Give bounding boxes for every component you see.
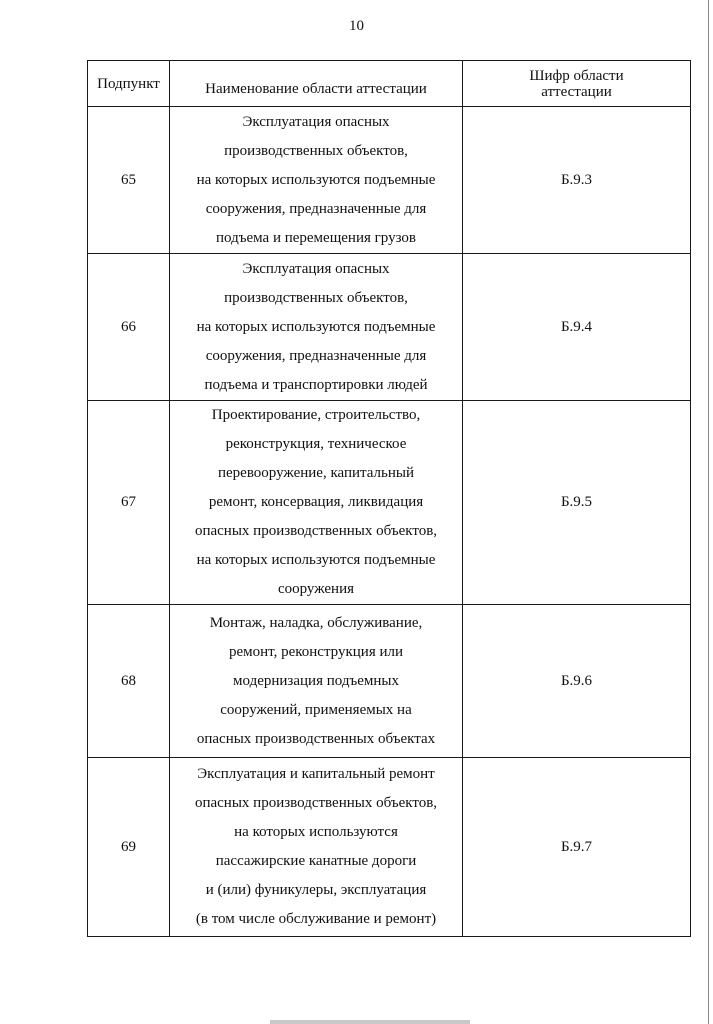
- row-area-code: Б.9.4: [463, 254, 691, 401]
- scan-bottom-mark: [270, 1020, 470, 1024]
- table-header-row: [88, 61, 691, 107]
- header-subitem: Подпункт: [88, 61, 170, 107]
- header-area-code: Шифр области аттестации: [463, 61, 691, 107]
- row-area-code: Б.9.5: [463, 401, 691, 605]
- row-area-name: Монтаж, наладка, обслуживание, ремонт, реконструкция или модернизация подъемных сооружений, применяемых на опасных производственных объектах: [170, 605, 463, 758]
- table-row: [88, 758, 691, 937]
- row-area-name: Эксплуатация опасных производственных объектов, на которых используются подъемные сооружения, предназначенные для подъема и транспортировки людей: [170, 254, 463, 401]
- row-area-name: Эксплуатация и капитальный ремонт опасных производственных объектов, на которых используются пассажирские канатные дороги и (или) фуникулеры, эксплуатация (в том числе обслуживание и ремонт): [170, 758, 463, 937]
- row-area-code: Б.9.7: [463, 758, 691, 937]
- row-subitem-number: 66: [88, 254, 170, 401]
- row-area-name: Эксплуатация опасных производственных объектов, на которых используются подъемные сооружения, предназначенные для подъема и перемещения грузов: [170, 107, 463, 254]
- header-area-name: Наименование области аттестации: [170, 61, 463, 107]
- row-subitem-number: 67: [88, 401, 170, 605]
- table-row: [88, 107, 691, 254]
- table-row: [88, 605, 691, 758]
- row-subitem-number: 68: [88, 605, 170, 758]
- attestation-table: [87, 60, 691, 937]
- row-subitem-number: 65: [88, 107, 170, 254]
- table-row: [88, 254, 691, 401]
- row-subitem-number: 69: [88, 758, 170, 937]
- row-area-code: Б.9.3: [463, 107, 691, 254]
- page-number: 10: [349, 18, 364, 34]
- row-area-name: Проектирование, строительство, реконструкция, техническое перевооружение, капитальный ремонт, консервация, ликвидация опасных производственных объектов, на которых используются подъемные сооружения: [170, 401, 463, 605]
- table-row: [88, 401, 691, 605]
- scan-edge-line: [708, 0, 709, 1024]
- row-area-code: Б.9.6: [463, 605, 691, 758]
